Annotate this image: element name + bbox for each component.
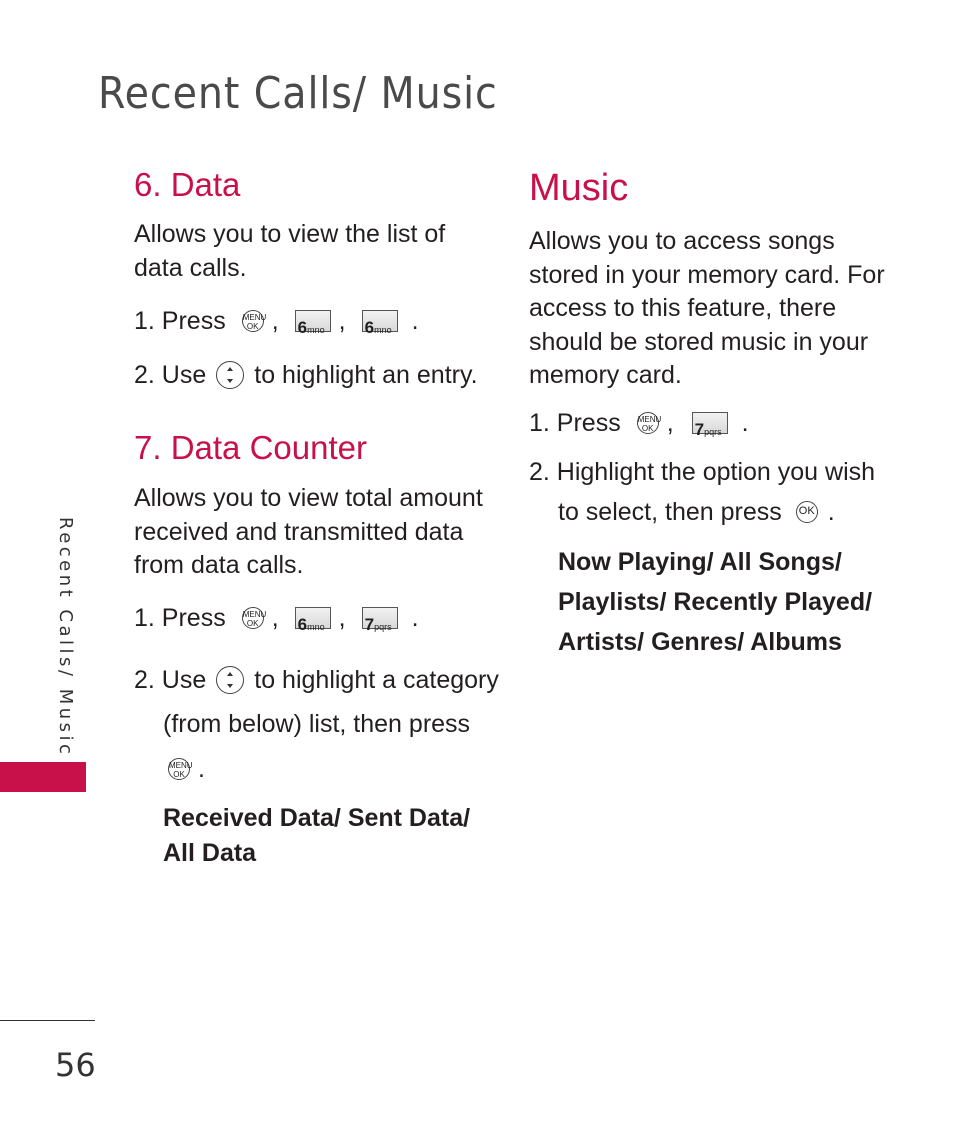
data-description-line: Allows you to view the list of [134, 220, 446, 248]
music-description [529, 225, 885, 393]
comma: , [271, 603, 279, 632]
period: . [411, 306, 419, 335]
period: . [741, 408, 749, 437]
menu-ok-key-icon: MENU OK [168, 758, 190, 780]
period: . [411, 603, 419, 632]
music-heading: Music [529, 167, 629, 209]
music-options [558, 542, 872, 662]
step-text: (from below) list, then press [163, 709, 471, 738]
option-line: All Data [163, 839, 257, 867]
data-counter-description [134, 482, 483, 583]
data-counter-description-line: from data calls. [134, 551, 304, 579]
comma: , [271, 306, 279, 335]
data-counter-heading: 7. Data Counter [134, 429, 367, 466]
music-description-line: memory card. [529, 361, 682, 389]
comma: , [666, 408, 674, 437]
music-description-line: Allows you to access songs [529, 227, 835, 255]
data-heading: 6. Data [134, 166, 241, 203]
period: . [827, 497, 835, 526]
navigation-key-icon [216, 361, 244, 389]
data-description [134, 218, 445, 285]
music-step-2-continued [558, 497, 835, 527]
menu-ok-key-icon: MENU OK [242, 310, 264, 332]
music-description-line: should be stored music in your [529, 327, 869, 356]
key-7-icon: 7pqrs [692, 412, 728, 434]
step-text: 1. Press [134, 603, 226, 632]
key-6-icon: 6mno [295, 310, 331, 332]
option-line: Now Playing/ All Songs/ [558, 548, 842, 576]
step-text: to highlight an entry. [254, 360, 478, 389]
section-tab-marker [0, 762, 86, 792]
key-6-icon: 6mno [362, 310, 398, 332]
music-step-1 [529, 408, 749, 438]
step-text: 2. Use [134, 665, 207, 694]
step-text: 1. Press [134, 306, 226, 335]
key-6-icon: 6mno [295, 607, 331, 629]
page-title: Recent Calls/ Music [98, 68, 498, 119]
data-counter-step-2 [134, 665, 499, 695]
step-text: 2. Use [134, 360, 207, 389]
step-text: to highlight a category [254, 665, 499, 694]
menu-ok-key-icon: MENU OK [242, 607, 264, 629]
data-counter-step-2-continued [163, 709, 470, 739]
option-line: Artists/ Genres/ Albums [558, 628, 842, 656]
data-counter-description-line: received and transmitted data [134, 517, 464, 546]
data-step-2 [134, 360, 478, 390]
music-step-2 [529, 457, 875, 487]
navigation-key-icon [216, 666, 244, 694]
step-text: to select, then press [558, 497, 782, 526]
side-section-label: Recent Calls/ Music [55, 517, 76, 758]
key-7-icon: 7pqrs [362, 607, 398, 629]
comma: , [338, 603, 346, 632]
data-description-line: data calls. [134, 253, 247, 282]
option-line: Playlists/ Recently Played/ [558, 588, 873, 616]
ok-key-icon: OK [796, 501, 818, 523]
music-description-line: access to this feature, there [529, 294, 837, 322]
option-line: Received Data/ Sent Data/ [163, 804, 471, 832]
footer-divider [0, 1020, 95, 1021]
data-counter-description-line: Allows you to view total amount [134, 484, 483, 512]
data-counter-step-2-key [168, 756, 205, 782]
menu-ok-key-icon: MENU OK [637, 412, 659, 434]
step-text: 1. Press [529, 408, 621, 437]
page-number: 56 [55, 1046, 96, 1084]
data-counter-step-1 [134, 603, 419, 633]
comma: , [338, 306, 346, 335]
music-description-line: stored in your memory card. For [529, 260, 885, 289]
step-text: 2. Highlight the option you wish [529, 457, 876, 486]
data-step-1 [134, 306, 419, 336]
period: . [198, 754, 205, 783]
data-counter-options [163, 801, 470, 871]
